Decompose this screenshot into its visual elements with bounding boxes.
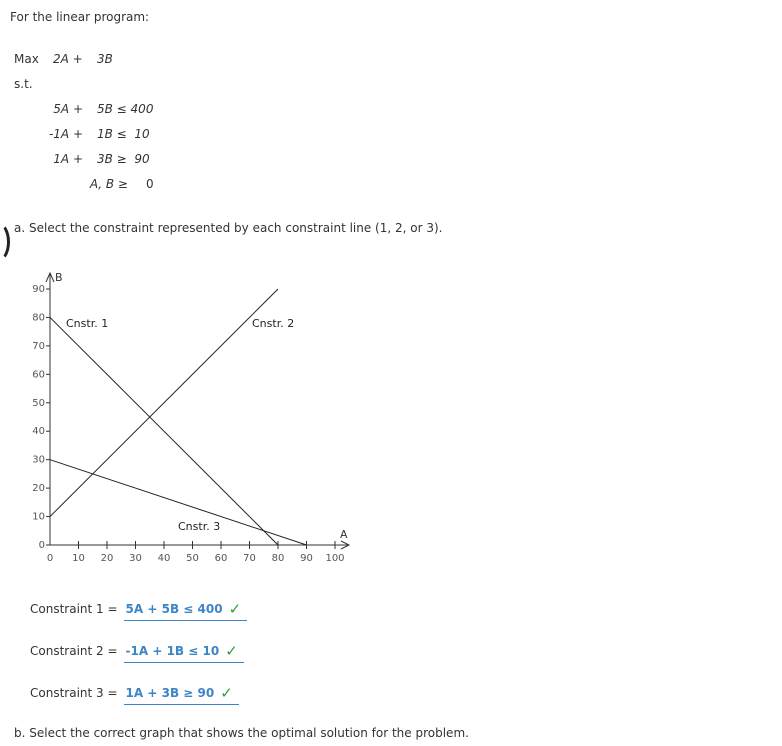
nonneg-lhs: A, B ≥	[89, 177, 128, 191]
constraint-2-rhs: 1B ≤ 10	[97, 127, 150, 141]
answer-2-value: -1A + 1B ≤ 10	[125, 644, 220, 658]
y-tick-label: 50	[32, 397, 45, 409]
constraint-3-lhs: 1A +	[53, 152, 83, 166]
check-icon: ✓	[225, 642, 238, 660]
answer-row-3	[30, 684, 239, 705]
answer-2-label: Constraint 2 =	[30, 644, 118, 658]
y-tick-label: 40	[32, 426, 45, 438]
answer-3-select[interactable]	[124, 684, 239, 705]
part-a-prompt: a. Select the constraint represented by each constraint line (1, 2, or 3).	[14, 221, 443, 235]
answer-1-label: Constraint 1 =	[30, 602, 118, 616]
check-icon: ✓	[220, 684, 233, 702]
x-tick-label: 50	[186, 553, 199, 564]
x-axis-label: A	[340, 528, 348, 541]
x-tick-label: 70	[243, 553, 256, 564]
x-tick-label: 0	[46, 553, 54, 564]
answer-3-value: 1A + 3B ≥ 90	[125, 686, 215, 700]
nonneg-rhs: 0	[146, 177, 154, 191]
x-tick-label: 80	[271, 553, 285, 564]
answer-row-2	[30, 642, 244, 663]
check-icon: ✓	[228, 600, 242, 618]
y-tick-label: 80	[32, 312, 45, 324]
constraint-2-lhs: -1A +	[48, 127, 83, 141]
x-tick-label: 20	[100, 553, 114, 564]
x-tick-label: 90	[300, 553, 313, 564]
y-axis-label: B	[55, 271, 63, 284]
y-tick-label: 20	[32, 483, 45, 495]
constraint-3-rhs: 3B ≥ 90	[97, 152, 150, 166]
constraint-line-1	[50, 317, 278, 545]
part-b-prompt: b. Select the correct graph that shows the optimal solution for the problem.	[14, 726, 469, 740]
answer-3-label: Constraint 3 =	[30, 686, 118, 700]
x-tick-label: 10	[72, 553, 85, 564]
constraint-chart	[0, 262, 380, 577]
y-tick-label: 10	[32, 511, 45, 523]
y-tick-label: 0	[38, 540, 45, 551]
subject-to: s.t.	[14, 77, 33, 91]
constraint-label-2: Cnstr. 2	[252, 317, 295, 330]
x-tick-label: 30	[129, 553, 142, 564]
objective-term1: 2A +	[53, 52, 83, 66]
answer-1-value: 5A + 5B ≤ 400	[125, 602, 223, 616]
intro-text: For the linear program:	[10, 10, 150, 24]
answer-row-1	[30, 600, 247, 621]
objective-term2: 3B	[97, 52, 113, 66]
x-tick-label: 100	[325, 553, 345, 564]
y-tick-label: 30	[32, 454, 45, 466]
y-tick-label: 90	[32, 284, 45, 295]
x-tick-label: 60	[214, 553, 228, 564]
constraint-1-rhs: 5B ≤ 400	[97, 102, 154, 116]
answer-2-select[interactable]	[124, 642, 244, 663]
constraint-label-1: Cnstr. 1	[66, 317, 109, 330]
objective-sense: Max	[14, 52, 39, 66]
y-tick-label: 70	[32, 340, 45, 352]
y-tick-label: 60	[32, 369, 45, 381]
constraint-1-lhs: 5A +	[53, 102, 83, 116]
answer-1-select[interactable]	[124, 600, 248, 621]
question-marker-icon	[0, 222, 10, 262]
x-tick-label: 40	[157, 553, 171, 564]
constraint-label-3: Cnstr. 3	[178, 520, 221, 533]
